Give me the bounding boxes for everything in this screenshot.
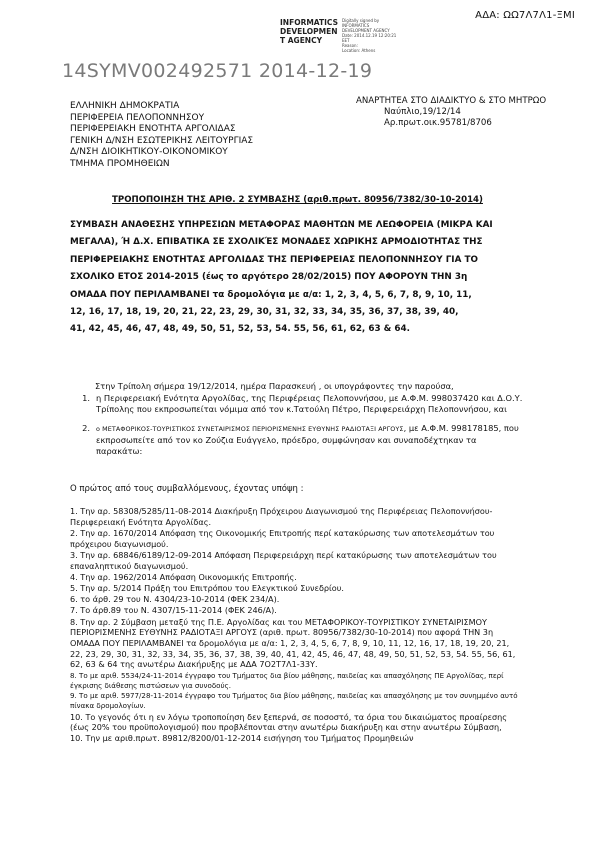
- org-line: ΤΜΗΜΑ ΠΡΟΜΗΘΕΙΩΝ: [70, 158, 170, 169]
- organization-header: [70, 101, 253, 171]
- basis-item: 7. Το άρθ.89 του Ν. 4307/15-11-2014 (ΦΕΚ 246/Α).: [70, 605, 277, 616]
- party-text-rest: , με Α.Φ.Μ. 998178185, που εκπροσωπείτε από τον κο Ζούζια Ευάγγελο, πρόεδρο, συμφώνησαν και συναποδέχτηκαν τα παρακάτω:: [96, 423, 519, 456]
- party-number: 2.: [82, 423, 90, 433]
- place-date: Ναύπλιο,19/12/14: [384, 107, 461, 118]
- basis-item: 8. Το με αριθ. 5534/24-11-2014 έγγραφο του Τμήματος δια βίου μάθησης, παιδείας και απασχόλησης ΠΕ Αργολίδας, περί έγκρισης διάθεσης πιστώσεων για συνοδούς.: [70, 670, 504, 690]
- basis-item: 9. Το με αριθ. 5977/28-11-2014 έγγραφο του Τμήματος δια βίου μάθησης, παιδείας και απασχόλησης με τον συνημμένο αυτό πίνακα δρομολογίων.: [70, 691, 518, 711]
- subject-line: ΣΥΜΒΑΣΗ ΑΝΑΘΕΣΗΣ ΥΠΗΡΕΣΙΩΝ ΜΕΤΑΦΟΡΑΣ ΜΑΘΗΤΩΝ ΜΕ ΛΕΩΦΟΡΕΙΑ (ΜΙΚΡΑ ΚΑΙ: [70, 220, 493, 230]
- signature-meta-line: Location: Athens: [342, 48, 376, 53]
- signature-meta-line: Date: 2014.12.19 12:20:21: [342, 33, 397, 38]
- signature-logo-line: T AGENCY: [280, 36, 323, 45]
- basis-item: 4. Την αρ. 1962/2014 Απόφαση Οικονομικής Επιτροπής.: [70, 571, 297, 582]
- subject-line: ΟΜΑΔΑ ΠΟΥ ΠΕΡΙΛΑΜΒΑΝΕΙ τα δρομολόγια με α/α: 1, 2, 3, 4, 5, 6, 7, 8, 9, 10, 11,: [70, 289, 472, 300]
- digital-signature-logo: [280, 18, 338, 45]
- signature-logo-line: INFORMATICS: [280, 18, 338, 27]
- basis-item: 6. το άρθ. 29 του Ν. 4304/23-10-2014 (ΦΕΚ 234/Α).: [70, 594, 280, 605]
- basis-item: 1. Την αρ. 58308/5285/11-08-2014 Διακήρυξη Πρόχειρου Διαγωνισμού της Περιφέρειας Πελοποννήσου-Περιφερειακή Ενότητα Αργολίδας.: [70, 506, 493, 527]
- signature-meta-line: EET: [342, 38, 350, 43]
- first-party-statement: Ο πρώτος από τους συμβαλλόμενους, έχοντας υπόψη :: [70, 484, 304, 494]
- subject-line: ΣΧΟΛΙΚΟ ΕΤΟΣ 2014-2015 (έως το αργότερο 28/02/2015) ΠΟΥ ΑΦΟΡΟΥΝ ΤΗΝ 3η: [70, 272, 468, 283]
- subject-line: 12, 16, 17, 18, 19, 20, 21, 22, 23, 29, 30, 31, 32, 33, 34, 35, 36, 37, 38, 39, 40,: [70, 307, 459, 318]
- party-number: 1.: [82, 393, 90, 403]
- intro-paragraph: Στην Τρίπολη σήμερα 19/12/2014, ημέρα Παρασκευή , οι υπογράφοντες την παρούσα,: [95, 381, 454, 391]
- protocol-number: Αρ.πρωτ.οικ.95781/8706: [384, 118, 492, 129]
- document-watermark: 14SYMV002492571 2014-12-19: [62, 60, 373, 82]
- document-title: ΤΡΟΠΟΠΟΙΗΣΗ ΤΗΣ ΑΡΙΘ. 2 ΣΥΜΒΑΣΗΣ (αριθ.πρωτ. 80956/7382/30-10-2014): [112, 195, 483, 205]
- basis-item: 3. Την αρ. 68846/6189/12-09-2014 Απόφαση Περιφερειάρχη περί κατακύρωσης των αποτελεσμάτων του επαναληπτικού διαγωνισμού.: [70, 549, 497, 571]
- contract-subject: [70, 217, 515, 339]
- right-header: [356, 96, 546, 130]
- party-item: [70, 423, 525, 457]
- ada-code: ΑΔΑ: ΩΩ7Λ7Λ1-ΞΜΙ: [475, 10, 575, 21]
- basis-item: 8. Την αρ. 2 Σύμβαση μεταξύ της Π.Ε. Αργολίδας και του ΜΕΤΑΦΟΡΙΚΟΥ-ΤΟΥΡΙΣΤΙΚΟΥ ΣΥΝΕΤΑΙΡΙΣΜΟΥ ΠΕΡΙΟΡΙΣΜΕΝΗΣ ΕΥΘΥΝΗΣ ΡΑΔΙΟΤΑΞΙ ΑΡΓΟΥΣ (αριθ. πρωτ. 80956/7382/30-10-2014) που αφορά ΤΗΝ 3η ΟΜΑΔΑ ΠΟΥ ΠΕΡΙΛΑΜΒΑΝΕΙ τα δρομολόγια με α/α: 1, 2, 3, 4, 5, 6, 7, 8, 9, 10, 11, 12, 16, 17, 18, 19, 20, 21, 22, 23, 29, 30, 31, 32, 33, 34, 35, 36, 37, 38, 39, 40, 41, 42, 45, 46, 47, 48, 49, 50, 51, 52, 53, 54. 55, 56, 61, 62, 63 & 64 της ανωτέρω Διακήρυξης με ΑΔΑ 7Ο2Τ7Λ1-33Υ.: [70, 616, 516, 670]
- signature-meta-line: Digitally signed by: [342, 18, 380, 23]
- signature-logo-line: DEVELOPMEN: [280, 27, 338, 36]
- org-line: ΠΕΡΙΦΕΡΕΙΑΚΗ ΕΝΟΤΗΤΑ ΑΡΓΟΛΙΔΑΣ: [70, 124, 236, 135]
- party-text: η Περιφερειακή Ενότητα Αργολίδας, της Περιφέρειας Πελοποννήσου, με Α.Φ.Μ. 998037420 και Δ.Ο.Υ. Τρίπολης που εκπροσωπείται νόμιμα από τον κ.Τατούλη Πέτρο, Περιφερειάρχη Πελοποννήσου, και: [96, 393, 523, 414]
- legal-basis-list: [70, 506, 520, 745]
- subject-line: ΜΕΓΑΛΑ), Ή Δ.Χ. ΕΠΙΒΑΤΙΚΑ ΣΕ ΣΧΟΛΙΚΈΣ ΜΟΝΑΔΕΣ ΧΩΡΙΚΗΣ ΑΡΜΟΔΙΟΤΗΤΑΣ ΤΗΣ: [70, 237, 483, 248]
- org-line: ΓΕΝΙΚΗ Δ/ΝΣΗ ΕΣΩΤΕΡΙΚΗΣ ΛΕΙΤΟΥΡΓΙΑΣ: [70, 135, 254, 146]
- company-name: ο ΜΕΤΑΦΟΡΙΚΟΣ-ΤΟΥΡΙΣΤΙΚΟΣ ΣΥΝΕΤΑΙΡΙΣΜΟΣ ΠΕΡΙΟΡΙΣΜΕΝΗΣ ΕΥΘΥΝΗΣ ΡΑΔΙΟΤΑΞΙ ΑΡΓΟΥΣ: [96, 425, 404, 433]
- basis-item: 10. Την με αριθ.πρωτ. 89812/8200/01-12-2014 εισήγηση του Τμήματος Προμηθειών: [70, 733, 414, 744]
- org-line: Δ/ΝΣΗ ΔΙΟΙΚΗΤΙΚΟΥ-ΟΙΚΟΝΟΜΙΚΟΥ: [70, 147, 228, 158]
- signature-meta-line: DEVELOPMENT AGENCY: [342, 28, 390, 33]
- digital-signature-details: [342, 18, 412, 53]
- subject-line: 41, 42, 45, 46, 47, 48, 49, 50, 51, 52, 53, 54. 55, 56, 61, 62, 63 & 64.: [70, 324, 410, 335]
- parties-list: [70, 393, 525, 465]
- org-line: ΕΛΛΗΝΙΚΗ ΔΗΜΟΚΡΑΤΙΑ: [70, 101, 180, 111]
- signature-meta-line: Reason:: [342, 43, 358, 48]
- posting-notice: ΑΝΑΡΤΗΤΕΑ ΣΤΟ ΔΙΑΔΙΚΤΥΟ & ΣΤΟ ΜΗΤΡΩΟ: [356, 96, 547, 106]
- signature-meta-line: INFORMATICS: [342, 23, 370, 28]
- basis-item: 2. Την αρ. 1670/2014 Απόφαση της Οικονομικής Επιτροπής περί κατακύρωσης των αποτελεσμάτων του πρόχειρου διαγωνισμού.: [70, 527, 495, 549]
- party-text: [96, 423, 525, 457]
- basis-item: 5. Την αρ. 5/2014 Πράξη του Επιτρόπου του Ελεγκτικού Συνεδρίου.: [70, 582, 344, 593]
- org-line: ΠΕΡΙΦΕΡΕΙΑ ΠΕΛΟΠΟΝΝΗΣΟΥ: [70, 112, 205, 123]
- basis-item: 10. Το γεγονός ότι η εν λόγω τροποποίηση δεν ξεπερνά, σε ποσοστό, τα όρια του δικαιώματος προαίρεσης (έως 20% του προϋπολογισμού) που προβλέπονται στην ανωτέρω διακήρυξη και στην ανωτέρω Σύμβαση,: [70, 711, 507, 733]
- party-item: [70, 393, 525, 415]
- subject-line: ΠΕΡΙΦΕΡΕΙΑΚΗΣ ΕΝΟΤΗΤΑΣ ΑΡΓΟΛΙΔΑΣ ΤΗΣ ΠΕΡΙΦΕΡΕΙΑΣ ΠΕΛΟΠΟΝΝΗΣΟΥ ΓΙΑ ΤΟ: [70, 254, 478, 265]
